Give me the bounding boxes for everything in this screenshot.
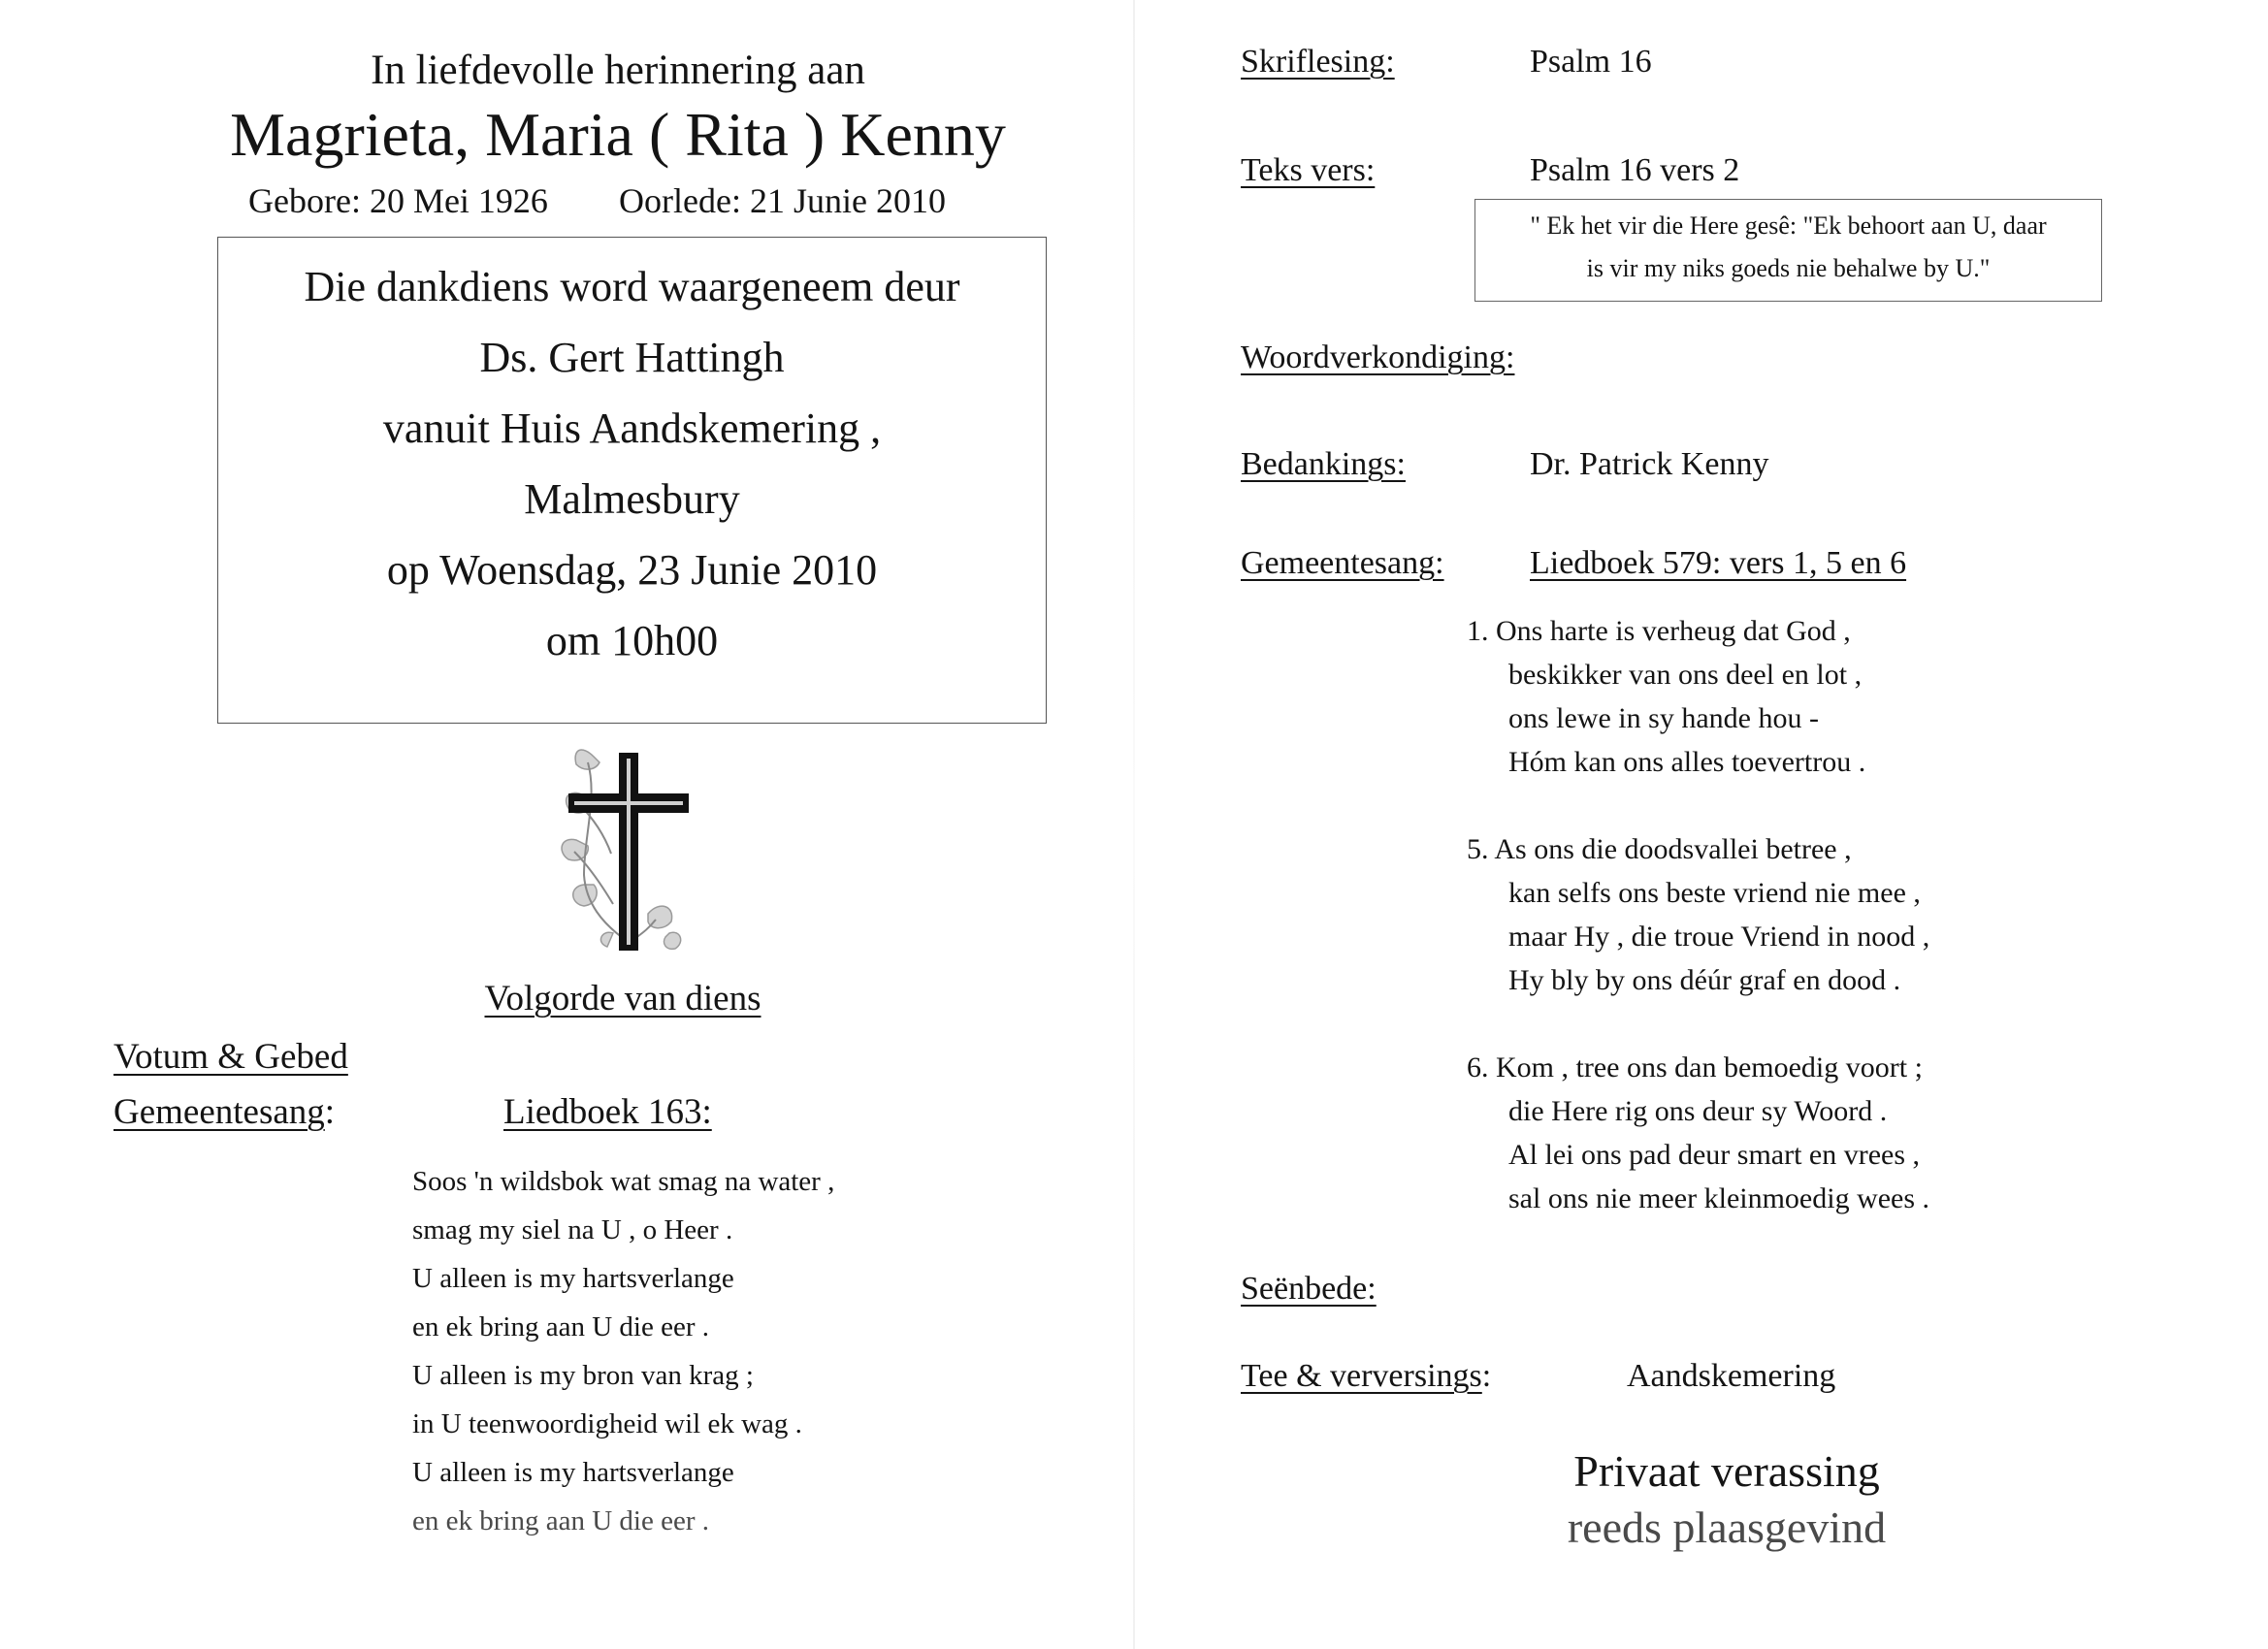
page-fold [1133,0,1135,1649]
lyric-line: en ek bring aan U die eer . [412,1505,709,1536]
verse-number: 6. [1467,1051,1489,1083]
service-venue: vanuit Huis Aandskemering , [382,404,882,452]
lyric-line: en ek bring aan U die eer . [412,1311,709,1342]
teks-vers-value: Psalm 16 vers 2 [1530,152,1740,188]
tee-verversings-value: Aandskemering [1627,1358,1836,1394]
lyric-line: As ons die doodsvallei betree , [1494,833,1852,865]
service-town: Malmesbury [524,475,740,523]
service-time: om 10h00 [545,617,719,664]
gemeentesang-colon: : [324,1092,336,1132]
cremation-notice: Privaat verassing [1573,1446,1880,1496]
deceased-name: Magrieta, Maria ( Rita ) Kenny [230,100,1006,169]
gemeentesang-row [113,1091,335,1133]
tee-verversings-label: Tee & verversings [1241,1358,1482,1394]
order-of-service-title: Volgorde van diens [484,979,761,1018]
seenbede-label: Seënbede: [1241,1271,1377,1307]
hymn-163-title: Liedboek 163: [503,1092,712,1132]
bible-quote-line: is vir my niks goeds nie behalwe by U." [1586,254,1991,282]
bible-quote-line: " Ek het vir die Here gesê: "Ek behoort aan U, daar [1530,211,2047,240]
lyric-line: ons lewe in sy hande hou - [1508,702,1819,734]
verse-number: 1. [1467,615,1489,647]
teks-vers-label: Teks vers: [1241,152,1376,188]
verse-number: 5. [1467,833,1489,865]
memorial-heading: In liefdevolle herinnering aan [371,48,865,93]
lyric-line: die Here rig ons deur sy Woord . [1508,1095,1888,1127]
lyric-line: Al lei ons pad deur smart en vrees , [1508,1139,1921,1171]
hymn-163-lyrics [412,1160,834,1543]
death-date: Oorlede: 21 Junie 2010 [619,181,946,220]
lyric-line: U alleen is my hartsverlange [412,1457,734,1488]
lyric-line: Soos 'n wildsbok wat smag na water , [412,1166,835,1197]
service-details-box [217,237,1047,724]
skriflesing-label: Skriflesing: [1241,44,1395,80]
lyric-line: U alleen is my hartsverlange [412,1263,734,1294]
lyric-line: in U teenwoordigheid wil ek wag . [412,1408,802,1439]
tee-row [1241,1358,1491,1395]
hymn-579-title: Liedboek 579: vers 1, 5 en 6 [1530,545,1907,581]
bedankings-value: Dr. Patrick Kenny [1530,446,1769,482]
gemeentesang-label: Gemeentesang [113,1092,325,1132]
lyric-line: Hóm kan ons alles toevertrou . [1508,746,1866,778]
votum-gebed-label: Votum & Gebed [113,1037,348,1077]
skriflesing-value: Psalm 16 [1530,44,1652,80]
woordverkondiging-label: Woordverkondiging: [1241,340,1515,375]
minister-name: Ds. Gert Hattingh [479,334,785,381]
tee-colon: : [1481,1358,1492,1394]
service-date: op Woensdag, 23 Junie 2010 [386,546,878,594]
lyric-line: U alleen is my bron van krag ; [412,1360,754,1391]
hymn-579-verse-5 [1467,827,1929,1002]
bible-quote-box [1474,199,2102,302]
lyric-line: kan selfs ons beste vriend nie mee , [1508,877,1921,909]
cremation-notice-status: reeds plaasgevind [1567,1503,1887,1552]
lyric-line: sal ons nie meer kleinmoedig wees . [1508,1182,1930,1214]
lyric-line: beskikker van ons deel en lot , [1508,659,1863,691]
hymn-579-verse-1 [1467,609,1865,784]
bedankings-label: Bedankings: [1241,446,1406,482]
service-line: Die dankdiens word waargeneem deur [304,263,960,310]
lyric-line: Hy bly by ons déúr graf en dood . [1508,964,1901,996]
lyric-line: Ons harte is verheug dat God , [1496,615,1851,647]
cross-with-lilies-icon [555,739,702,954]
lyric-line: Kom , tree ons dan bemoedig voort ; [1496,1051,1923,1083]
lyric-line: maar Hy , die troue Vriend in nood , [1508,921,1930,953]
gemeentesang-579-label: Gemeentesang: [1241,545,1444,581]
hymn-579-verse-6 [1467,1046,1929,1220]
birth-date: Gebore: 20 Mei 1926 [248,181,548,220]
lyric-line: smag my siel na U , o Heer . [412,1214,733,1245]
